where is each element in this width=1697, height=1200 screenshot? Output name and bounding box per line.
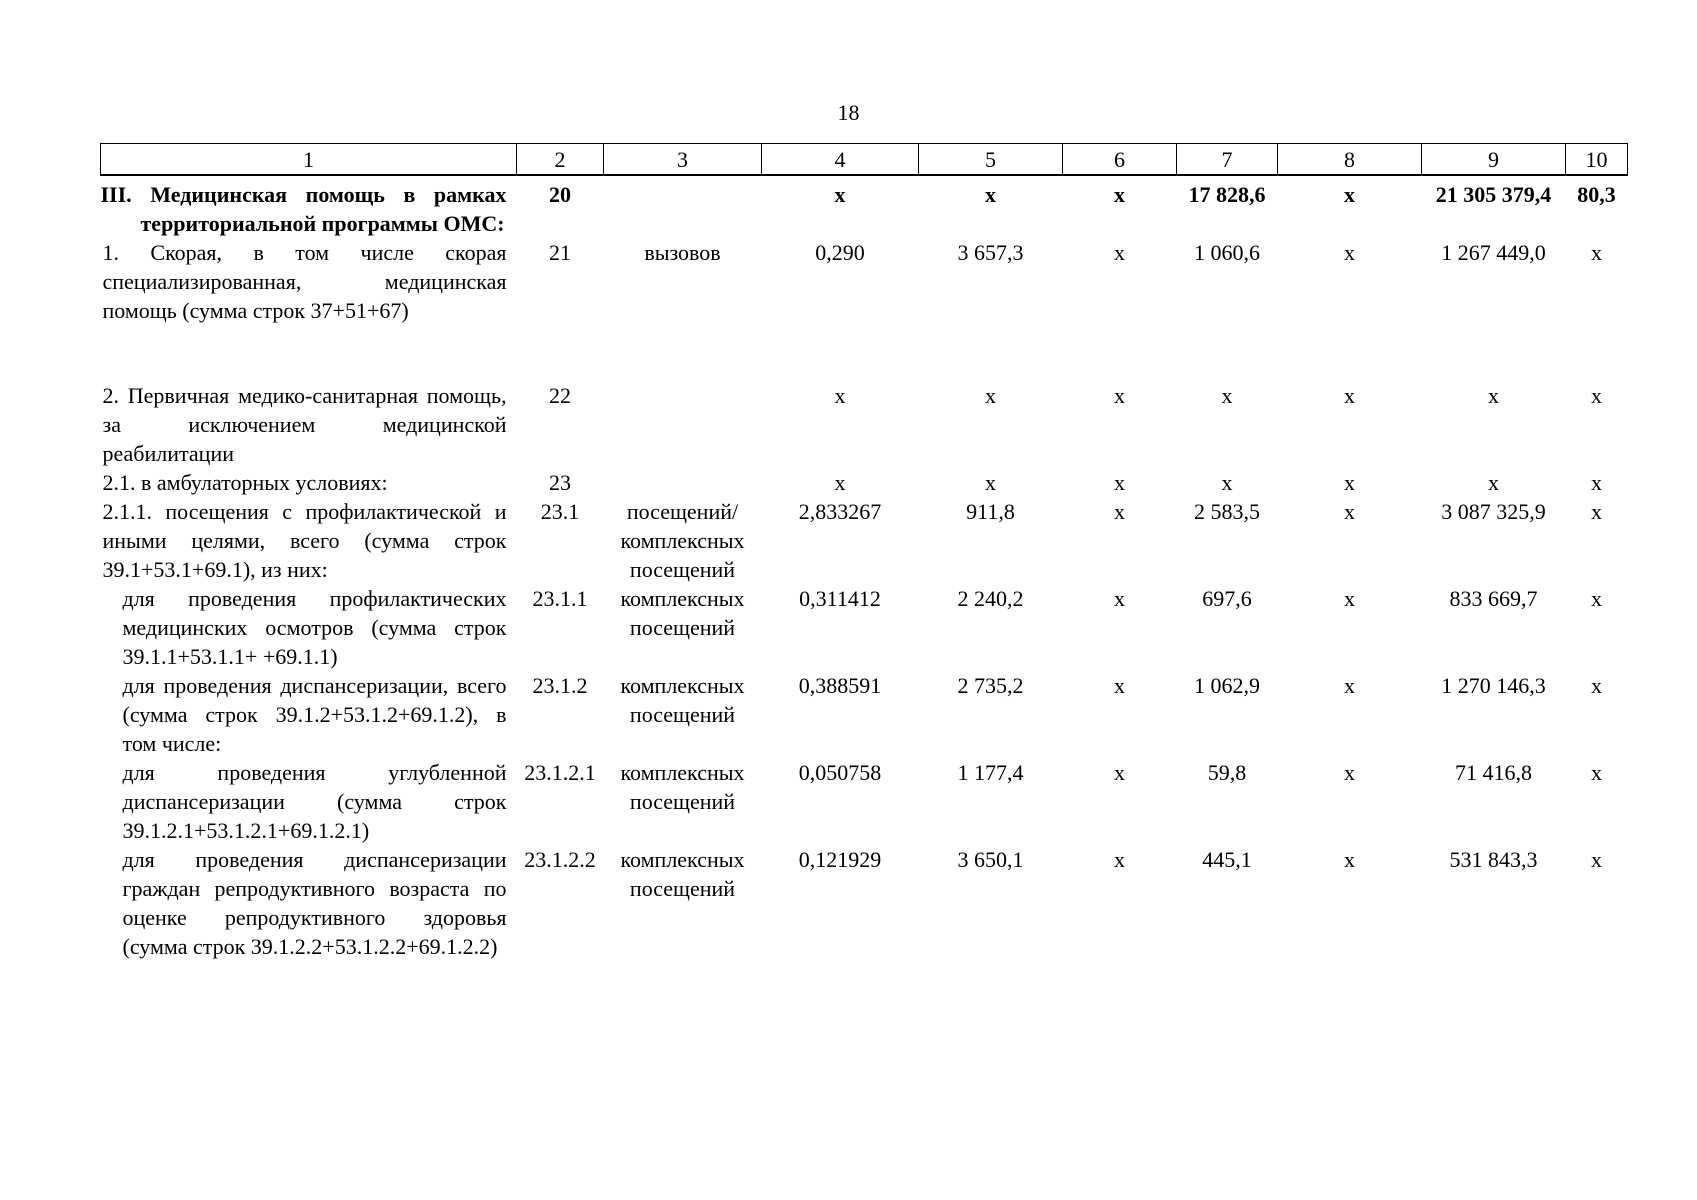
row-code: 23 (549, 470, 571, 495)
row-code: 23.1.1 (532, 586, 588, 611)
cell-col5: 911,8 (966, 499, 1015, 524)
cell-col9: 21 305 379,4 (1435, 182, 1552, 207)
row-unit: комплексных посещений (620, 760, 745, 814)
cell-col9: 71 416,8 (1455, 760, 1532, 785)
cell-col10: х (1591, 673, 1602, 698)
row-unit: комплексных посещений (620, 586, 745, 640)
table-row (101, 758, 1628, 845)
cell-col9: 1 270 146,3 (1441, 673, 1546, 698)
row-name: 2.1. в амбулаторных условиях: (102, 470, 388, 495)
cell-col6: х (1114, 673, 1125, 698)
cell-col10: х (1591, 470, 1602, 495)
row-name: для проведения диспансеризации граждан репродуктивного возраста по оценке репродуктивного здоровья (сумма строк 39.1.2.2+53.1.2.2+69.1.2.2) (122, 847, 507, 959)
cell-col10: х (1591, 240, 1602, 265)
column-header: 5 (919, 144, 1063, 176)
table-row (101, 671, 1628, 758)
budget-table (100, 143, 1628, 961)
cell-col6: х (1114, 182, 1125, 207)
cell-col6: х (1114, 383, 1125, 408)
row-code: 23.1.2.2 (524, 847, 596, 872)
cell-col9: 3 087 325,9 (1441, 499, 1546, 524)
row-unit: комплексных посещений (620, 847, 745, 901)
cell-col8: х (1344, 760, 1355, 785)
cell-col4: 0,121929 (798, 847, 882, 872)
column-header: 4 (762, 144, 919, 176)
column-header: 10 (1566, 144, 1628, 176)
row-code: 21 (549, 240, 571, 265)
cell-col5: 1 177,4 (957, 760, 1024, 785)
cell-col7: х (1221, 470, 1233, 495)
row-unit: комплексных посещений (620, 673, 745, 727)
cell-col5: 3 657,3 (957, 240, 1024, 265)
cell-col10: х (1591, 499, 1602, 524)
cell-col8: х (1344, 383, 1355, 408)
table-row (101, 497, 1628, 584)
cell-col7: 17 828,6 (1188, 182, 1266, 207)
row-code: 23.1.2 (532, 673, 588, 698)
cell-col5: х (985, 470, 996, 495)
cell-col6: х (1114, 470, 1125, 495)
cell-col6: х (1114, 586, 1125, 611)
cell-col4: 0,050758 (798, 760, 882, 785)
cell-col4: х (834, 383, 846, 408)
cell-col6: х (1114, 499, 1125, 524)
row-unit: посещений/ комплексных посещений (620, 499, 745, 582)
table-row (101, 381, 1628, 468)
cell-col8: х (1344, 240, 1355, 265)
row-unit: вызовов (644, 240, 721, 265)
cell-col4: х (834, 470, 846, 495)
cell-col7: 697,6 (1202, 586, 1252, 611)
cell-col7: 1 062,9 (1194, 673, 1260, 698)
cell-col5: х (985, 182, 996, 207)
cell-col4: х (834, 182, 846, 207)
cell-col9: х (1488, 383, 1499, 408)
cell-col8: х (1344, 586, 1355, 611)
cell-col9: 531 843,3 (1449, 847, 1538, 872)
cell-col6: х (1114, 847, 1125, 872)
row-code: 20 (549, 182, 571, 207)
table-row (101, 845, 1628, 961)
row-name: III. Медицинская помощь в рамках территориальной программы ОМС: (100, 182, 507, 236)
cell-col9: х (1488, 470, 1499, 495)
row-name: 2.1.1. посещения с профилактической и иными целями, всего (сумма строк 39.1+53.1+69.1), из них: (102, 499, 507, 582)
cell-col7: 1 060,6 (1194, 240, 1260, 265)
cell-col7: 445,1 (1202, 847, 1252, 872)
row-name: для проведения углубленной диспансеризации (сумма строк 39.1.2.1+53.1.2.1+69.1.2.1) (122, 760, 507, 843)
cell-col5: 3 650,1 (957, 847, 1024, 872)
cell-col8: х (1344, 499, 1355, 524)
cell-col10: х (1591, 847, 1602, 872)
row-name: 1. Скорая, в том числе скорая специализированная, медицинская помощь (сумма строк 37+51+67) (102, 240, 507, 323)
column-header: 9 (1422, 144, 1566, 176)
cell-col9: 1 267 449,0 (1441, 240, 1546, 265)
row-unit (604, 175, 762, 238)
row-unit (604, 468, 762, 497)
cell-col6: х (1114, 240, 1125, 265)
cell-col10: х (1591, 383, 1602, 408)
cell-col4: 0,311412 (799, 586, 881, 611)
row-code: 22 (549, 383, 571, 408)
row-unit (604, 381, 762, 468)
row-name: для проведения диспансеризации, всего (сумма строк 39.1.2+53.1.2+69.1.2), в том числе: (122, 673, 507, 756)
table-row (101, 584, 1628, 671)
table-row (101, 175, 1628, 238)
row-name: 2. Первичная медико-санитарная помощь, за исключением медицинской реабилитации (102, 383, 507, 466)
cell-col7: 2 583,5 (1194, 499, 1260, 524)
table-row (101, 238, 1628, 381)
cell-col7: х (1221, 383, 1233, 408)
column-header: 7 (1177, 144, 1278, 176)
cell-col10: 80,3 (1577, 182, 1616, 207)
table-row (101, 468, 1628, 497)
row-code: 23.1 (540, 499, 580, 524)
column-header: 1 (101, 144, 517, 176)
cell-col4: 2,833267 (798, 499, 882, 524)
row-name: для проведения профилактических медицинских осмотров (сумма строк 39.1.1+53.1.1+ +69.1.1) (122, 586, 507, 669)
cell-col5: х (985, 383, 996, 408)
cell-col5: 2 735,2 (957, 673, 1024, 698)
cell-col6: х (1114, 760, 1125, 785)
cell-col9: 833 669,7 (1449, 586, 1538, 611)
column-header: 2 (517, 144, 604, 176)
cell-col10: х (1591, 760, 1602, 785)
cell-col8: х (1344, 182, 1355, 207)
column-header: 3 (604, 144, 762, 176)
column-header: 8 (1278, 144, 1422, 176)
row-code: 23.1.2.1 (524, 760, 596, 785)
cell-col4: 0,388591 (798, 673, 882, 698)
cell-col7: 59,8 (1207, 760, 1247, 785)
page-number: 18 (837, 100, 860, 125)
cell-col8: х (1344, 847, 1355, 872)
column-number-header (101, 144, 1628, 176)
cell-col4: 0,290 (815, 240, 865, 265)
cell-col8: х (1344, 470, 1355, 495)
cell-col8: х (1344, 673, 1355, 698)
column-header: 6 (1063, 144, 1177, 176)
cell-col5: 2 240,2 (957, 586, 1024, 611)
cell-col10: х (1591, 586, 1602, 611)
